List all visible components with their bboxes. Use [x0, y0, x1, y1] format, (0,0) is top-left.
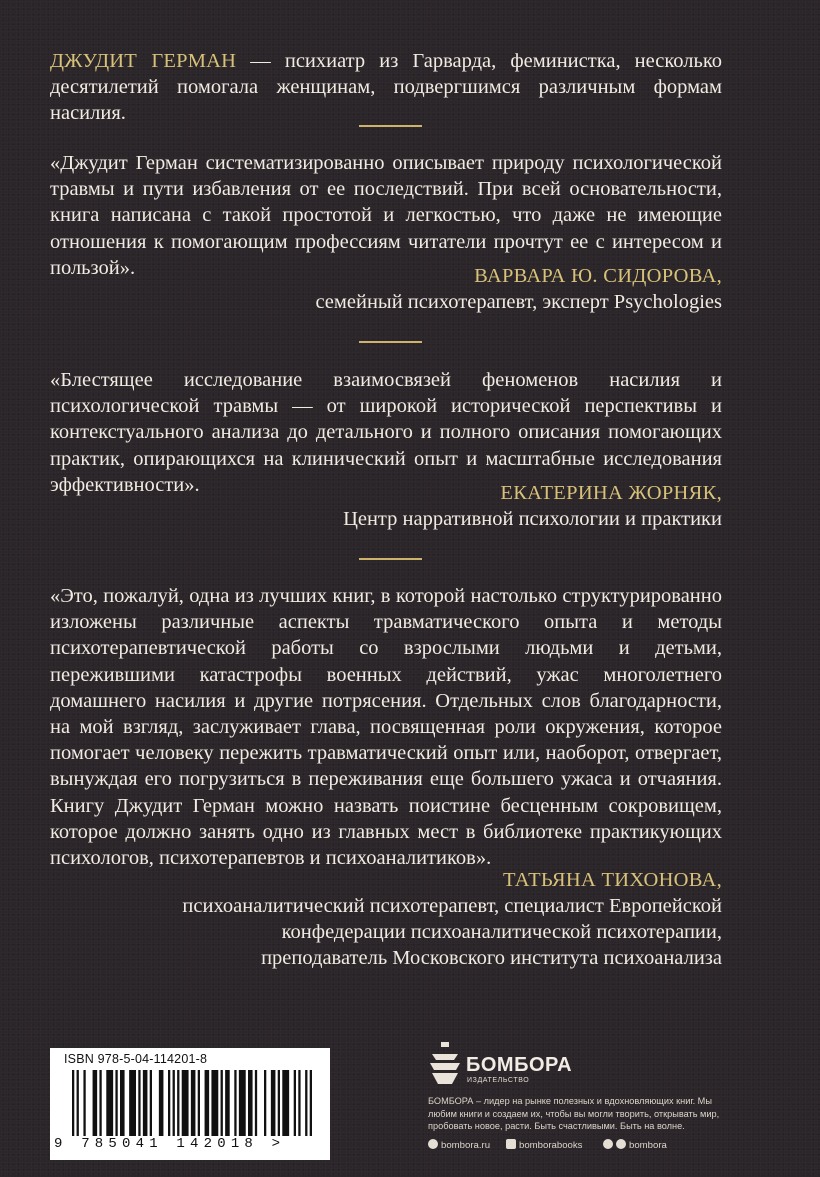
separator-line [359, 558, 422, 560]
reviewer-role: психоаналитический психотерапевт, специалист Европейской [182, 895, 722, 917]
vk-icon [506, 1139, 516, 1149]
barcode-bar [221, 1070, 223, 1136]
review-quote: «Блестящее исследование взаимосвязей феноменов насилия и психологической травмы — от широкой исторической перспективы и контекстуального анализа до детального и полного описания помогающих практик, опирающихся на клинический опыт и масштабные исследования эффективности». [50, 369, 722, 496]
barcode-bar [106, 1070, 113, 1136]
reviewer-name: ВАРВАРА Ю. СИДОРОВА, [474, 265, 722, 287]
barcode-bar [234, 1070, 236, 1136]
barcode-bar [191, 1070, 196, 1136]
author-description: — психиатр из Гарварда, феминистка, несколько десятилетий помогала женщинам, подвергшимся различным формам насилия. [50, 50, 722, 125]
barcode-bar [294, 1070, 296, 1136]
social-site-link[interactable]: bombora.ru [428, 1139, 490, 1151]
barcode-bar [77, 1070, 79, 1136]
barcode-bar [298, 1070, 300, 1136]
barcode-bar [305, 1070, 307, 1136]
social-links [428, 1139, 728, 1153]
publisher-tagline: БОМБОРА – лидер на рынке полезных и вдохновляющих книг. Мы любим книги и создаем их, чтобы вы могли творить, открывать мир, пробовать новое, расти. Быть счастливыми. Быть на волне. [428, 1096, 720, 1132]
barcode-bar [99, 1070, 101, 1136]
barcode-bar [225, 1070, 230, 1136]
review-attribution [102, 263, 722, 315]
barcode-bar [278, 1070, 280, 1136]
barcode-bar [282, 1070, 289, 1136]
barcode-bar [129, 1070, 136, 1136]
publisher-subtitle: ИЗДАТЕЛЬСТВО [467, 1077, 530, 1084]
barcode-bar [177, 1070, 179, 1136]
author-intro [50, 48, 722, 127]
reviewer-role: семейный психотерапевт, эксперт Psychologies [315, 291, 722, 313]
barcode-bar [143, 1070, 148, 1136]
author-name: ДЖУДИТ ГЕРМАН [50, 50, 237, 72]
separator-line [359, 341, 422, 343]
review-quote: «Джудит Герман систематизированно описывает природу психологической травмы и пути избавления от ее последствий. При всей основательности, книга написана с такой простотой и легкостью, что даже не имеющие отношения к помогающим профессиям читатели прочтут ее с интересом и пользой». [50, 152, 722, 279]
barcode-bar [138, 1070, 140, 1136]
barcode-bar [310, 1070, 312, 1136]
barcode-bar [150, 1070, 152, 1136]
barcode-bar [168, 1070, 170, 1136]
barcode-bar [271, 1070, 276, 1136]
review-quote: «Это, пожалуй, одна из лучших книг, в которой настолько структурированно изложены различные аспекты травматического опыта и методы психотерапевтической работы со взрослыми людьми и детьми, пережившими катастрофы военных действий, ужас многолетнего домашнего насилия и другие потрясения. Отдельных слов благодарности, на мой взгляд, заслуживает глава, посвященная роли окружения, которое помогает человеку пережить травматический опыт или, наоборот, отвергает, вынуждая его погрузиться в переживания еще большего ужаса и отчаяния. Книгу Джудит Герман можно назвать поистине бесценным сокровищем, которое должно занять одно из главных мест в библиотеке практикующих психологов, психотерапевтов и психоаналитиков». [50, 585, 722, 870]
reviewer-role: преподаватель Московского института психоанализа [261, 947, 722, 969]
instagram-icon [428, 1139, 438, 1149]
reviewer-role: конфедерации психоаналитической психотерапии, [281, 921, 722, 943]
barcode-bar [173, 1070, 175, 1136]
barcode-bar [115, 1070, 117, 1136]
barcode-bar [211, 1070, 218, 1136]
barcode-bar [159, 1070, 164, 1136]
reviewer-role: Центр нарративной психологии и практики [343, 508, 722, 530]
barcode-bar [205, 1070, 210, 1136]
barcode-digits: 9 785041 142018 > [54, 1136, 286, 1152]
barcode-bar [198, 1070, 200, 1136]
review-attribution [102, 867, 722, 971]
isbn-number: ISBN 978-5-04-114201-8 [64, 1052, 208, 1066]
review-attribution [102, 480, 722, 532]
bombora-logo-icon [428, 1040, 462, 1088]
isbn-barcode [50, 1048, 330, 1160]
barcode-bars [72, 1070, 312, 1136]
barcode-bar [239, 1070, 246, 1136]
barcode-bar [72, 1070, 74, 1136]
publisher-name: БОМБОРА [466, 1054, 573, 1076]
telegram-icon [616, 1139, 626, 1149]
reviewer-name: ЕКАТЕРИНА ЖОРНЯК, [500, 482, 722, 504]
social-other-link[interactable]: bombora [603, 1139, 667, 1151]
barcode-bar [248, 1070, 253, 1136]
separator-line [359, 125, 422, 127]
social-vk-link[interactable]: bomborabooks [506, 1139, 582, 1151]
barcode-bar [182, 1070, 189, 1136]
barcode-bar [93, 1070, 98, 1136]
reviewer-name: ТАТЬЯНА ТИХОНОВА, [502, 869, 722, 891]
barcode-bar [83, 1070, 85, 1136]
barcode-bar [120, 1070, 125, 1136]
barcode-bar [264, 1070, 266, 1136]
barcode-bar [255, 1070, 257, 1136]
youtube-icon [603, 1139, 613, 1149]
